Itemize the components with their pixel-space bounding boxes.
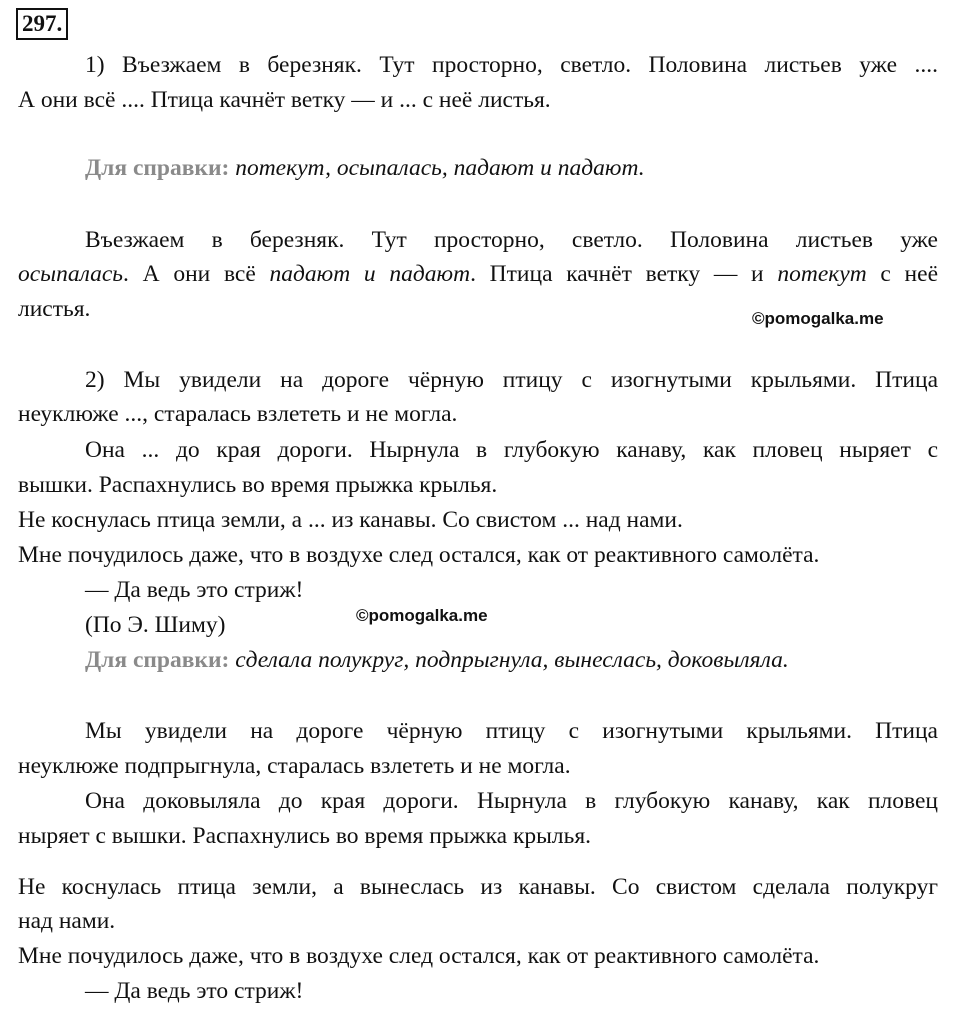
hint-2 xyxy=(85,645,789,675)
answer-2-line-5: Не коснулась птица земли, а вынеслась из канавы. Со свистом сделала полукруг xyxy=(18,874,938,900)
task-2-line-5: Не коснулась птица земли, а ... из канавы. Со свистом ... над нами. xyxy=(18,507,683,533)
task-2-line-2: неуклюже ..., старалась взлететь и не могла. xyxy=(18,401,458,427)
task-2-line-3: Она ... до края дороги. Нырнула в глубокую канаву, как пловец ныряет с xyxy=(85,437,938,463)
hint-2-label: Для справки: xyxy=(85,647,230,673)
answer-1-line-3: листья. xyxy=(18,296,91,322)
watermark: ©pomogalka.me xyxy=(752,309,884,328)
answer-2-line-6: над нами. xyxy=(18,908,116,934)
task-2-line-4: вышки. Распахнулись во время прыжка крылья. xyxy=(18,472,498,498)
exercise-number: 297. xyxy=(16,8,68,40)
answer-2-line-4: ныряет с вышки. Распахнулись во время прыжка крылья. xyxy=(18,823,592,849)
hint-1 xyxy=(85,153,645,183)
hint-1-text: потекут, осыпалась, падают и падают. xyxy=(235,155,645,181)
task-2-line-1: 2) Мы увидели на дороге чёрную птицу с изогнутыми крыльями. Птица xyxy=(85,367,938,393)
answer-1-line-1: Въезжаем в березняк. Тут просторно, светло. Половина листьев уже xyxy=(85,227,938,253)
answer-2-line-3: Она доковыляла до края дороги. Нырнула в глубокую канаву, как пловец xyxy=(85,788,938,814)
task-2-source: (По Э. Шиму) xyxy=(85,612,226,638)
task-1-line-1: 1) Въезжаем в березняк. Тут просторно, светло. Половина листьев уже .... xyxy=(85,52,938,78)
task-1-line-2: А они всё .... Птица качнёт ветку — и ... с неё листья. xyxy=(18,87,551,113)
answer-1-line-2: осыпалась. А они всё падают и падают. Птица качнёт ветку — и потекут с неё xyxy=(18,261,938,287)
hint-1-label: Для справки: xyxy=(85,155,230,181)
watermark-2: ©pomogalka.me xyxy=(356,606,488,625)
answer-2-line-1: Мы увидели на дороге чёрную птицу с изогнутыми крыльями. Птица xyxy=(85,718,938,744)
answer-2-line-8: — Да ведь это стриж! xyxy=(85,978,304,1004)
hint-2-text: сделала полукруг, подпрыгнула, вынеслась, доковыляла. xyxy=(235,647,789,673)
answer-1-word-2: падают и падают xyxy=(269,261,471,287)
task-2-line-7: — Да ведь это стриж! xyxy=(85,577,304,603)
answer-2-line-7: Мне почудилось даже, что в воздухе след остался, как от реактивного самолёта. xyxy=(18,943,820,969)
answer-1-word-3: потекут xyxy=(777,261,867,287)
answer-2-line-2: неуклюже подпрыгнула, старалась взлететь и не могла. xyxy=(18,753,571,779)
answer-1-word-1: осыпалась xyxy=(18,261,124,287)
task-2-line-6: Мне почудилось даже, что в воздухе след остался, как от реактивного самолёта. xyxy=(18,542,820,568)
